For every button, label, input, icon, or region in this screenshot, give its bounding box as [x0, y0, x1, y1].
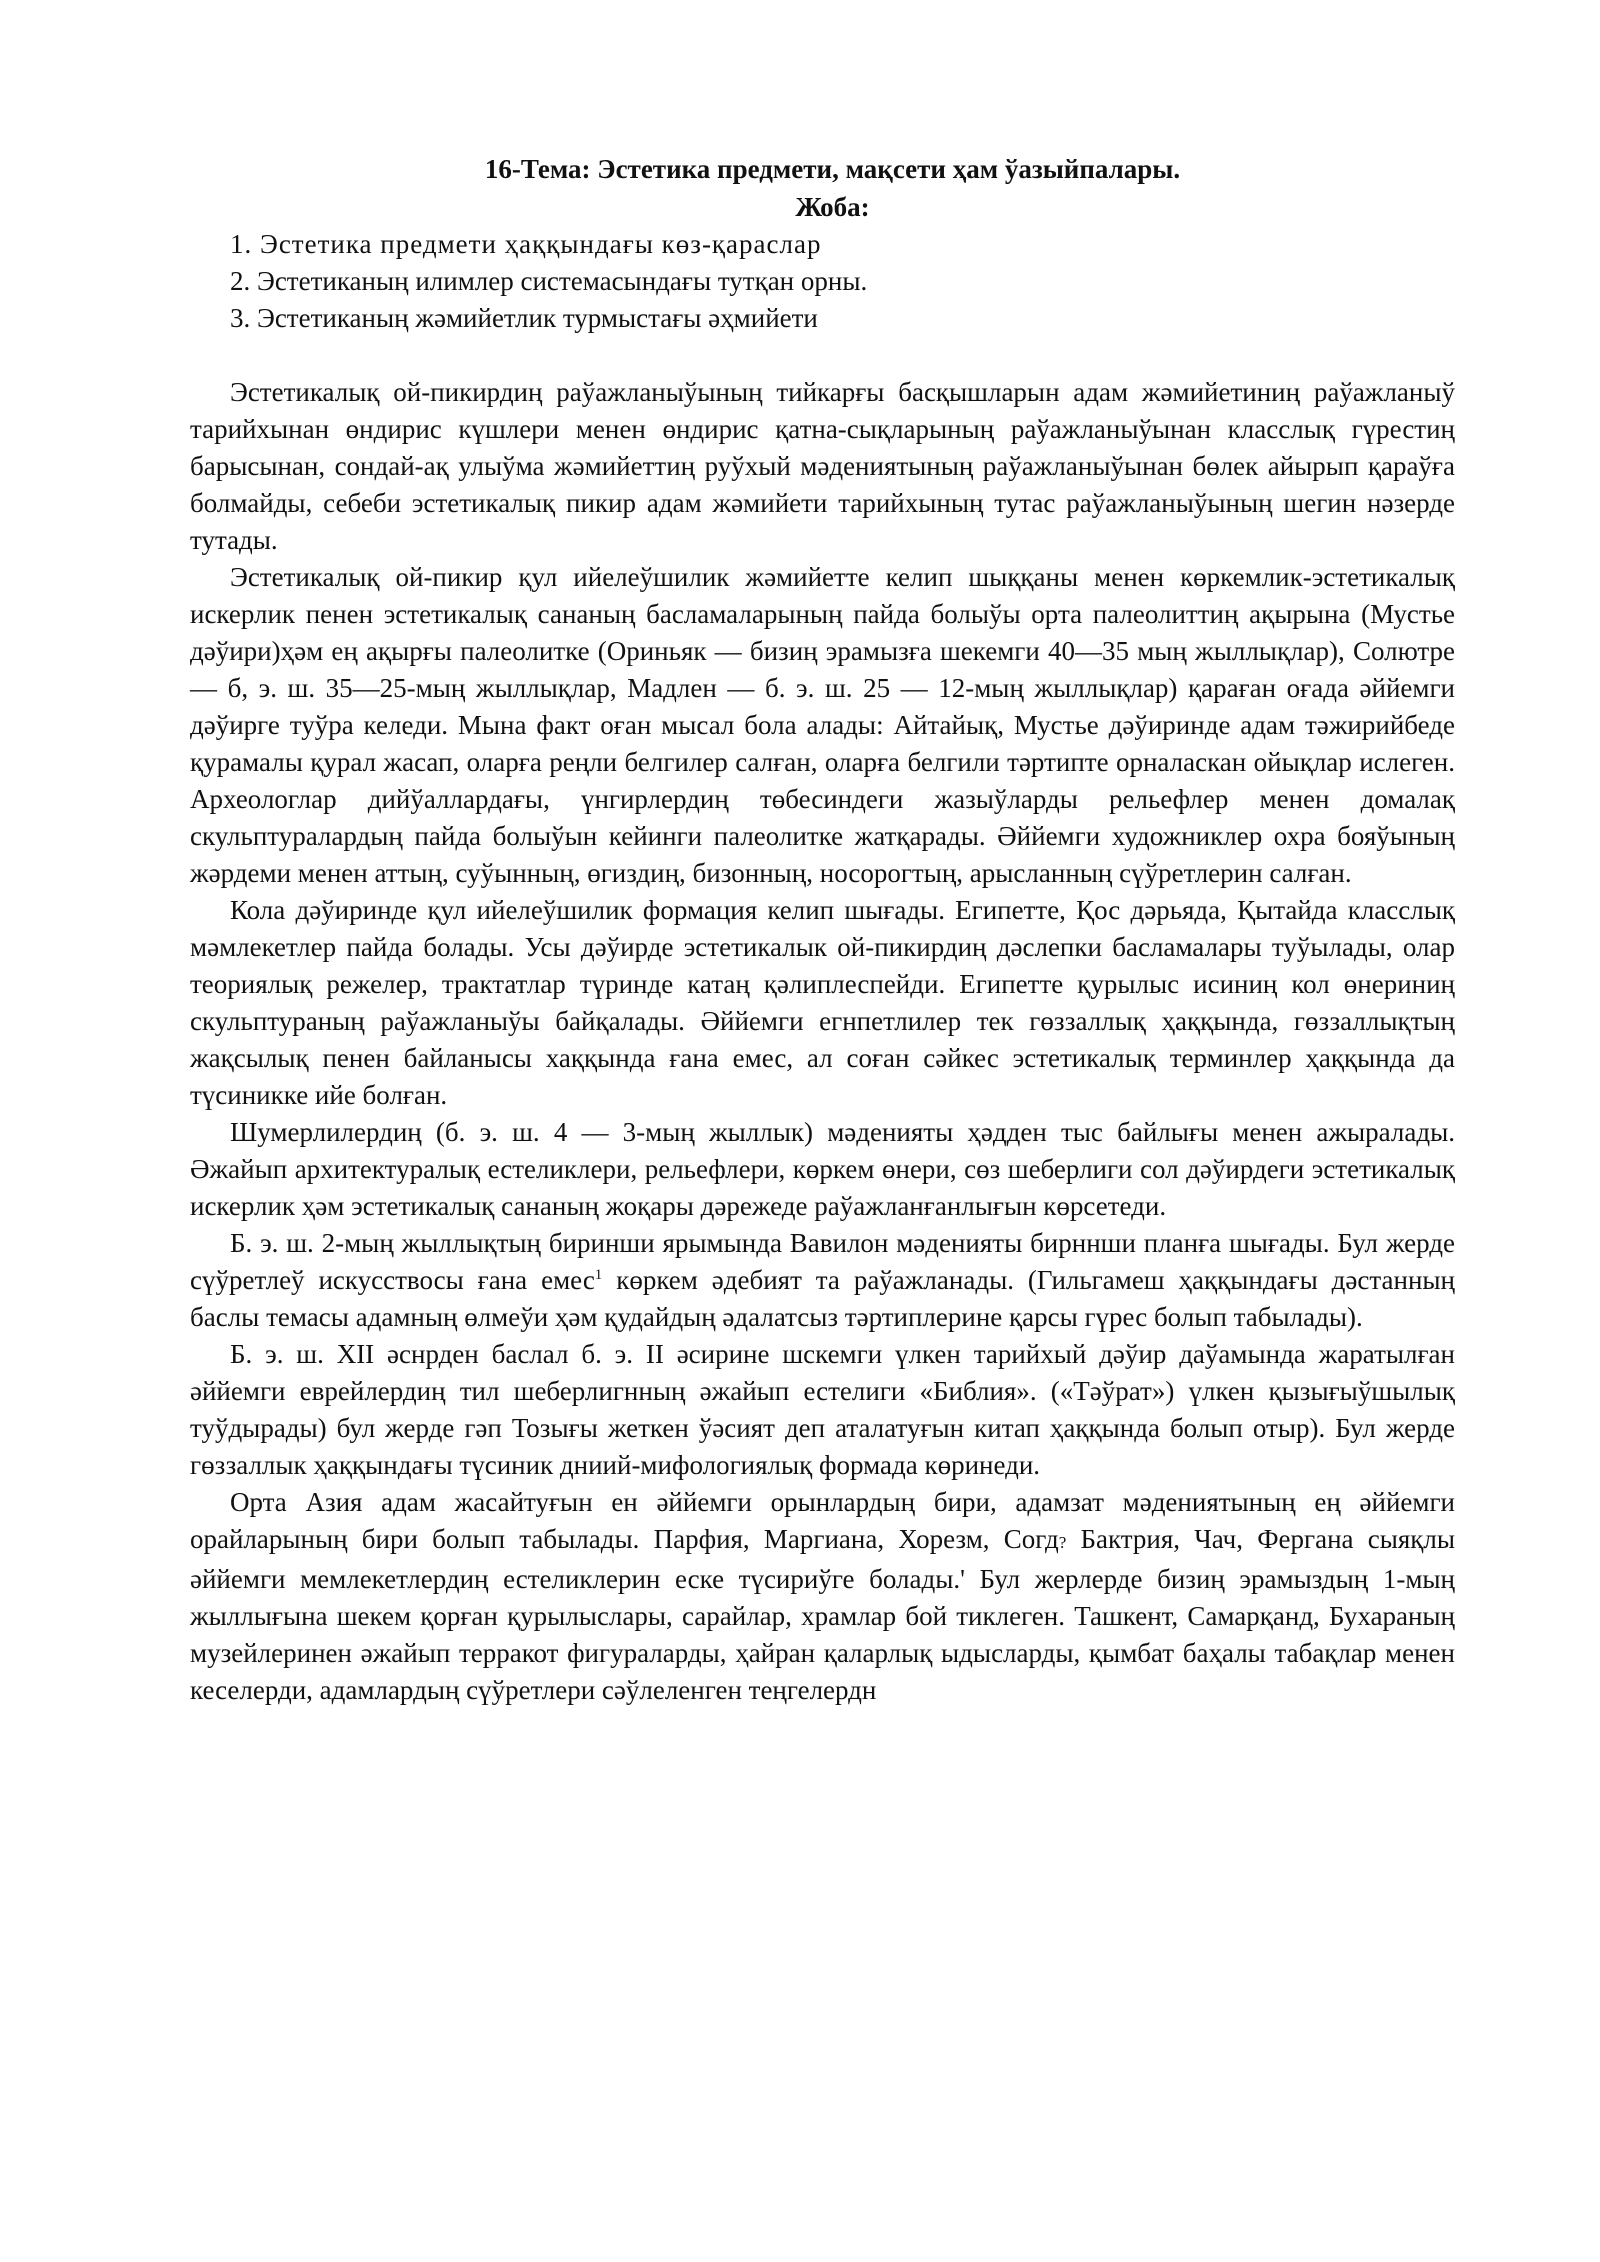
- paragraph-2: Эстетикалық ой-пикир қул ийелеўшилик жәмийетте келип шыққаны менен көркемлик-эстетикалық искерлик пенен эстетикалық сананың басламаларының пайда болыўы орта палеолиттиң ақырына (Мустье дәўири)ҳәм ең ақырғы палеолитке (Ориньяк — бизиң эрамызға шекемги 40—35 мың жыллықлар), Солютре — б, э. ш. 35—25-мың жыллықлар, Мадлен — б. э. ш. 25 — 12-мың жыллықлар) қараған оғада әййемги дәўирге туўра келеди. Мына факт оған мысал бола алады: Айтайық, Мустье дәўиринде адам тәжирийбеде қурамалы қурал жасап, оларға реңли белгилер салған, оларға белгили тәртипте орналаскан ойықлар ислеген. Археологлар дийўаллардағы, үнгирлердиң төбесиндеги жазыўларды рельефлер менен домалақ скульптуралардың пайда болыўын кейинги палеолитке жатқарады. Әййемги художниклер охра бояўының жәрдеми менен аттың, суўынның, өгиздиң, бизонның, носорогтың, арысланның сүўретлерин салған.: [190, 562, 1455, 888]
- paragraph-4: Шумерлилердиң (б. э. ш. 4 — 3-мың жыллык) мәденияты ҳәдден тыс байлығы менен ажыралады. Әжайып архитектуралық естеликлери, рельефлери, көркем өнери, сөз шеберлиги сол дәўирдеги эстетикалық искерлик ҳәм эстетикалық сананың жоқары дәрежеде раўажланғанлығын көрсетеди.: [190, 1117, 1455, 1221]
- paragraph-5-text-cont: көркем әдебият та раўажланады. (Гильгамеш ҳаққындағы дәстанның баслы темасы адамның өлмеўи ҳәм қудайдың әдалатсыз тәртиплерине қарсы гүрес болып табылады).: [190, 1265, 1455, 1332]
- footnote-mark: 1: [594, 1267, 603, 1283]
- plan-heading: Жоба:: [795, 192, 870, 222]
- inline-mark: ?: [1058, 1533, 1067, 1552]
- paragraph-5-text: Б. э. ш. 2-мың жыллықтың биринши ярымында Вавилон мәденияты бирннши планға шығады. Бул жерде сүўретлеў искусствосы ғана емес: [190, 1228, 1455, 1295]
- paragraph-3: Кола дәўиринде қул ийелеўшилик формация келип шығады. Египетте, Қос дәрьяда, Қытайда класслық мәмлекетлер пайда болады. Усы дәўирде эстетикалык ой-пикирдиң дәслепки басламалары туўылады, олар теориялық режелер, трактатлар түринде катаң қәлиплеспейди. Египетте қурылыс исиниң кол өнериниң скульптураның раўажланыўы байқалады. Әййемги егнпетлилер тек гөззаллық ҳаққында, гөззаллықтың жақсылық пенен байланысы хаққында ғана емес, ал соған сәйкес эстетикалық терминлер ҳаққында да түсиникке ийе болған.: [190, 895, 1455, 1110]
- paragraph-5: [190, 1225, 1455, 1336]
- paragraph-6: Б. э. ш. XII әснрден баслал б. э. II әсирине шскемги үлкен тарийхый дәўир даўамында жаратылған әййемги еврейлердиң тил шеберлигнның әжайып естелиги «Библия». («Тәўрат») үлкен қызығыўшылық туўдырады) бул жерде гәп Тозығы жеткен ўәсият деп аталатуғын китап ҳаққында болып отыр). Бул жерде гөззаллык ҳаққындағы түсиник дниий-мифологиялық формада көринеди.: [190, 1339, 1455, 1480]
- paragraph-7: [190, 1484, 1455, 1709]
- body-text: [190, 374, 1455, 1709]
- plan-item-2: 2. Эстетиканың илимлер системасындағы тутқан орны.: [230, 266, 868, 296]
- plan-item-3: 3. Эстетиканың жәмийетлик турмыстағы әҳмийети: [230, 303, 818, 333]
- paragraph-1: Эстетикалық ой-пикирдиң раўажланыўының тийкарғы басқышларын адам жәмийетиниң раўажланыў тарийхынан өндирис күшлери менен өндирис қатна-сықларының раўажланыўынан класслық гүрестиң барысынан, сондай-ақ улыўма жәмийеттиң руўхый мәдениятының раўажланыўынан бөлек айырып қараўға болмайды, себеби эстетикалық пикир адам жәмийети тарийхының тутас раўажланыўының шегин нәзерде тутады.: [190, 377, 1455, 555]
- plan-item-1: 1. Эстетика предмети ҳаққындағы көз-қараслар: [230, 229, 822, 259]
- paragraph-7-text-cont: Бактрия, Чач, Фергана сыяқлы әййемги мемлекетлердиң естеликлерин еске түсириўге болады.' Бул жерлерде бизиң эрамыздың 1-мың жыллығына шекем қорған қурылыслары, сарайлар, храмлар бой тиклеген. Ташкент, Самарқанд, Бухараның музейлеринен әжайып терракот фигураларды, ҳайран қаларлық ыдысларды, қымбат баҳалы табақлар менен кеселерди, адамлардың сүўретлери сәўлеленген теңгелердн: [190, 1524, 1456, 1705]
- plan-list: [190, 226, 1455, 337]
- spacer: [190, 337, 1455, 374]
- page-title: 16-Тема: Эстетика предмети, мақсети ҳам ўазыйпалары.: [484, 154, 1181, 184]
- paragraph-7-text: Орта Азия адам жасайтуғын ен әййемги орынлардың бири, адамзат мәдениятының ең әййемги орайларының бири болып табылады. Парфия, Маргиана, Хорезм, Согд: [190, 1487, 1455, 1554]
